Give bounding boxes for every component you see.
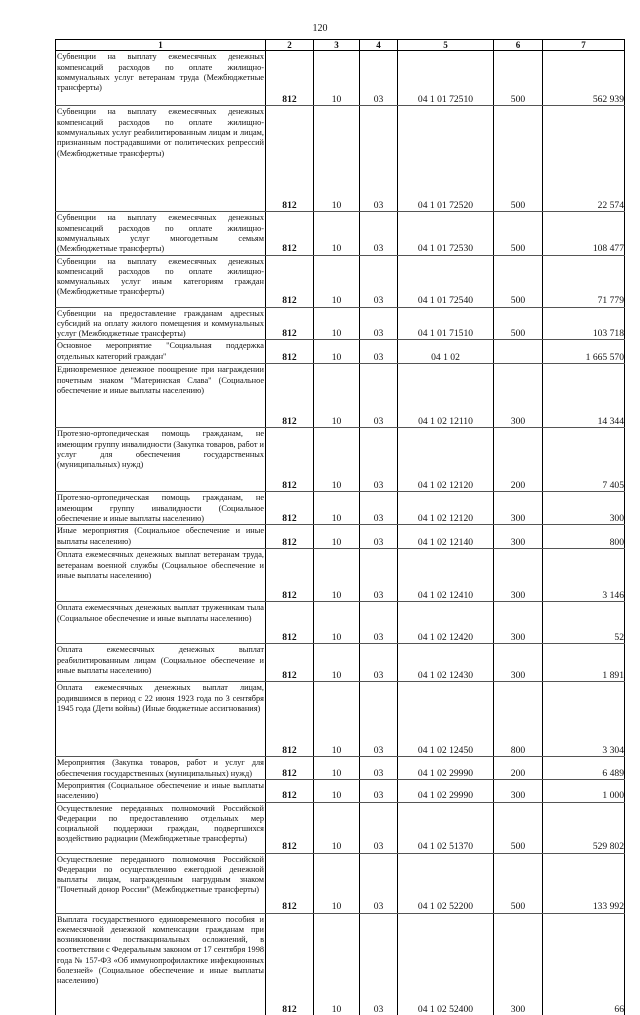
- row-section-code: 10: [314, 106, 360, 212]
- row-section-code: 10: [314, 853, 360, 913]
- row-description: Иные мероприятия (Социальное обеспечение и иные выплаты населению): [56, 525, 266, 549]
- row-target-article: 04 1 02 12110: [398, 364, 494, 428]
- row-description: Протезно-ортопедическая помощь гражданам, не имеющим группу инвалидности (Социальное обеспечение и иные выплаты населению): [57, 493, 264, 524]
- row-description: Мероприятия (Закупка товаров, работ и услуг для обеспечения государственных (муниципальных) нужд): [57, 758, 264, 778]
- table-row: [56, 913, 625, 1015]
- row-subsection-code: 03: [360, 757, 398, 780]
- column-header: 3: [314, 40, 360, 51]
- row-expense-type: 300: [494, 913, 543, 1015]
- row-subsection-code: 03: [360, 212, 398, 255]
- row-grbs-code: 812: [266, 307, 314, 340]
- row-expense-type: 500: [494, 106, 543, 212]
- row-section-code: 10: [314, 212, 360, 255]
- row-subsection-code: 03: [360, 428, 398, 492]
- row-grbs-code: 812: [266, 106, 314, 212]
- row-expense-type: 500: [494, 307, 543, 340]
- row-amount: 66: [543, 913, 625, 1015]
- row-expense-type: 300: [494, 644, 543, 682]
- row-expense-type: 500: [494, 51, 543, 106]
- row-section-code: 10: [314, 602, 360, 644]
- row-expense-type: 200: [494, 757, 543, 780]
- row-description: Мероприятия (Социальное обеспечение и иные выплаты населению): [57, 780, 264, 801]
- row-grbs-code: 812: [266, 682, 314, 757]
- table-row: [56, 212, 625, 255]
- row-description: Выплата государственного единовременного пособия и ежемесячной денежной компенсации гражданам при возникновении поствакцинальных осложнений, в соответствии с Федеральным законом от 17 сентября 1998 года № 157-ФЗ «Об иммунопрофилактике инфекционных болезней» (Социальное обеспечение и иные выплаты населению): [56, 913, 266, 1015]
- row-subsection-code: 03: [360, 602, 398, 644]
- table-row: [56, 340, 625, 364]
- table-header-row: [56, 40, 625, 51]
- row-subsection-code: 03: [360, 549, 398, 602]
- row-target-article: 04 1 02 29990: [398, 757, 494, 780]
- row-section-code: 10: [314, 51, 360, 106]
- column-header: 2: [266, 40, 314, 51]
- row-subsection-code: 03: [360, 340, 398, 364]
- row-target-article: 04 1 02 12120: [398, 492, 494, 525]
- row-grbs-code: 812: [266, 212, 314, 255]
- row-grbs-code: 812: [266, 255, 314, 307]
- column-header: 4: [360, 40, 398, 51]
- row-grbs-code: 812: [266, 644, 314, 682]
- row-expense-type: 500: [494, 212, 543, 255]
- row-grbs-code: 812: [266, 779, 314, 802]
- row-target-article: 04 1 02 51370: [398, 802, 494, 853]
- row-amount: 6 489: [543, 757, 625, 780]
- column-header: 6: [494, 40, 543, 51]
- row-grbs-code: 812: [266, 340, 314, 364]
- row-section-code: 10: [314, 644, 360, 682]
- column-header: 5: [398, 40, 494, 51]
- row-section-code: 10: [314, 364, 360, 428]
- row-target-article: 04 1 01 71510: [398, 307, 494, 340]
- row-target-article: 04 1 02 12450: [398, 682, 494, 757]
- row-description: Оплата ежемесячных денежных выплат труженикам тыла (Социальное обеспечение и иные выплаты населению): [56, 602, 266, 644]
- row-grbs-code: 812: [266, 853, 314, 913]
- row-description: Основное мероприятие "Социальная поддержка отдельных категорий граждан": [56, 340, 266, 364]
- row-amount: 14 344: [543, 364, 625, 428]
- row-grbs-code: 812: [266, 51, 314, 106]
- row-subsection-code: 03: [360, 51, 398, 106]
- row-target-article: 04 1 02 29990: [398, 779, 494, 802]
- row-grbs-code: 812: [266, 525, 314, 549]
- row-subsection-code: 03: [360, 913, 398, 1015]
- row-target-article: 04 1 01 72530: [398, 212, 494, 255]
- row-target-article: 04 1 02 52400: [398, 913, 494, 1015]
- table-row: [56, 255, 625, 307]
- table-row: [56, 602, 625, 644]
- row-subsection-code: 03: [360, 644, 398, 682]
- row-amount: 133 992: [543, 853, 625, 913]
- row-subsection-code: 03: [360, 307, 398, 340]
- row-amount: 300: [543, 492, 625, 525]
- table-row: [56, 802, 625, 853]
- row-amount: 108 477: [543, 212, 625, 255]
- row-expense-type: 300: [494, 779, 543, 802]
- row-description: Оплата ежемесячных денежных выплат реабилитированным лицам (Социальное обеспечение и иные выплаты населению): [56, 644, 266, 682]
- row-amount: 529 802: [543, 802, 625, 853]
- row-description: Субвенции на предоставление гражданам адресных субсидий на оплату жилого помещения и коммунальных услуг (Межбюджетные трансферты): [57, 308, 264, 339]
- row-subsection-code: 03: [360, 492, 398, 525]
- row-description: Протезно-ортопедическая помощь гражданам, не имеющим группу инвалидности (Закупка товаров, работ и услуг для обеспечения государственных (муниципальных) нужд): [56, 428, 266, 492]
- table-row: [56, 428, 625, 492]
- row-grbs-code: 812: [266, 913, 314, 1015]
- row-description: Осуществление переданного полномочия Российской Федерации по осуществлению ежегодной денежной выплаты лицам, награжденным нагрудным знаком "Почетный донор России" (Межбюджетные трансферты): [56, 853, 266, 913]
- row-section-code: 10: [314, 255, 360, 307]
- row-description: Единовременное денежное поощрение при награждении почетным знаком "Материнская Слава" (Социальное обеспечение и иные выплаты населению): [56, 364, 266, 428]
- row-target-article: 04 1 02 12420: [398, 602, 494, 644]
- column-header: 7: [543, 40, 625, 51]
- row-description: Осуществление переданных полномочий Российской Федерации по предоставлению отдельных мер социальной поддержки граждан, подвергшихся воздействию радиации (Межбюджетные трансферты): [56, 802, 266, 853]
- row-grbs-code: 812: [266, 492, 314, 525]
- row-amount: 71 779: [543, 255, 625, 307]
- row-target-article: 04 1 02 12120: [398, 428, 494, 492]
- row-section-code: 10: [314, 340, 360, 364]
- row-section-code: 10: [314, 802, 360, 853]
- row-subsection-code: 03: [360, 779, 398, 802]
- row-description: Оплата ежемесячных денежных выплат ветеранам труда, ветеранам военной службы (Социальное обеспечение и иные выплаты населению): [56, 549, 266, 602]
- row-amount: 3 304: [543, 682, 625, 757]
- row-amount: 103 718: [543, 307, 625, 340]
- table-row: [56, 757, 625, 780]
- row-section-code: 10: [314, 779, 360, 802]
- row-grbs-code: 812: [266, 428, 314, 492]
- row-amount: 7 405: [543, 428, 625, 492]
- row-amount: 3 146: [543, 549, 625, 602]
- row-section-code: 10: [314, 757, 360, 780]
- row-grbs-code: 812: [266, 364, 314, 428]
- row-subsection-code: 03: [360, 364, 398, 428]
- row-amount: 52: [543, 602, 625, 644]
- row-amount: 562 939: [543, 51, 625, 106]
- row-target-article: 04 1 02 12410: [398, 549, 494, 602]
- row-grbs-code: 812: [266, 549, 314, 602]
- row-section-code: 10: [314, 913, 360, 1015]
- row-amount: 800: [543, 525, 625, 549]
- budget-table: [55, 39, 625, 1015]
- row-expense-type: 500: [494, 802, 543, 853]
- table-row: [56, 779, 625, 802]
- table-row: [56, 644, 625, 682]
- row-description: Субвенции на выплату ежемесячных денежных компенсаций расходов по оплате жилищно-коммунальных услуг многодетным семьям (Межбюджетные трансферты): [57, 213, 264, 254]
- row-expense-type: 500: [494, 853, 543, 913]
- row-expense-type: 300: [494, 492, 543, 525]
- table-row: [56, 51, 625, 106]
- row-expense-type: 300: [494, 364, 543, 428]
- row-expense-type: 200: [494, 428, 543, 492]
- row-description: Субвенции на выплату ежемесячных денежных компенсаций расходов по оплате жилищно-коммунальных услуг ветеранам труда (Межбюджетные трансферты): [56, 51, 266, 106]
- row-subsection-code: 03: [360, 853, 398, 913]
- table-row: [56, 106, 625, 212]
- row-amount: 1 891: [543, 644, 625, 682]
- row-description: Субвенции на выплату ежемесячных денежных компенсаций расходов по оплате жилищно-коммунальных услуг реабилитированным лицам и лицам, признанным пострадавшими от политических репрессий (Межбюджетные трансферты): [56, 106, 266, 212]
- row-target-article: 04 1 02 12140: [398, 525, 494, 549]
- row-section-code: 10: [314, 307, 360, 340]
- row-target-article: 04 1 02 12430: [398, 644, 494, 682]
- row-expense-type: 300: [494, 549, 543, 602]
- row-expense-type: [494, 340, 543, 364]
- row-target-article: 04 1 01 72520: [398, 106, 494, 212]
- row-subsection-code: 03: [360, 255, 398, 307]
- row-grbs-code: 812: [266, 602, 314, 644]
- row-subsection-code: 03: [360, 525, 398, 549]
- row-subsection-code: 03: [360, 802, 398, 853]
- row-target-article: 04 1 01 72540: [398, 255, 494, 307]
- page-number: 120: [312, 23, 328, 34]
- row-amount: 1 000: [543, 779, 625, 802]
- row-amount: 1 665 570: [543, 340, 625, 364]
- row-expense-type: 500: [494, 255, 543, 307]
- table-row: [56, 682, 625, 757]
- column-header: 1: [56, 40, 266, 51]
- row-description: Субвенции на выплату ежемесячных денежных компенсаций расходов по оплате жилищно-коммунальных услуг иным категориям граждан (Межбюджетные трансферты): [56, 255, 266, 307]
- table-row: [56, 525, 625, 549]
- row-grbs-code: 812: [266, 757, 314, 780]
- table-row: [56, 364, 625, 428]
- row-section-code: 10: [314, 549, 360, 602]
- row-target-article: 04 1 01 72510: [398, 51, 494, 106]
- row-target-article: 04 1 02 52200: [398, 853, 494, 913]
- table-row: [56, 853, 625, 913]
- row-target-article: 04 1 02: [398, 340, 494, 364]
- table-row: [56, 307, 625, 340]
- row-expense-type: 300: [494, 525, 543, 549]
- row-section-code: 10: [314, 492, 360, 525]
- row-expense-type: 300: [494, 602, 543, 644]
- row-grbs-code: 812: [266, 802, 314, 853]
- row-section-code: 10: [314, 428, 360, 492]
- row-subsection-code: 03: [360, 682, 398, 757]
- row-subsection-code: 03: [360, 106, 398, 212]
- row-section-code: 10: [314, 525, 360, 549]
- table-row: [56, 549, 625, 602]
- row-amount: 22 574: [543, 106, 625, 212]
- row-section-code: 10: [314, 682, 360, 757]
- row-description: Оплата ежемесячных денежных выплат лицам, родившимся в период с 22 июня 1923 года по 3 сентября 1945 года (Дети войны) (Иные бюджетные ассигнования): [56, 682, 266, 757]
- table-row: [56, 492, 625, 525]
- row-expense-type: 800: [494, 682, 543, 757]
